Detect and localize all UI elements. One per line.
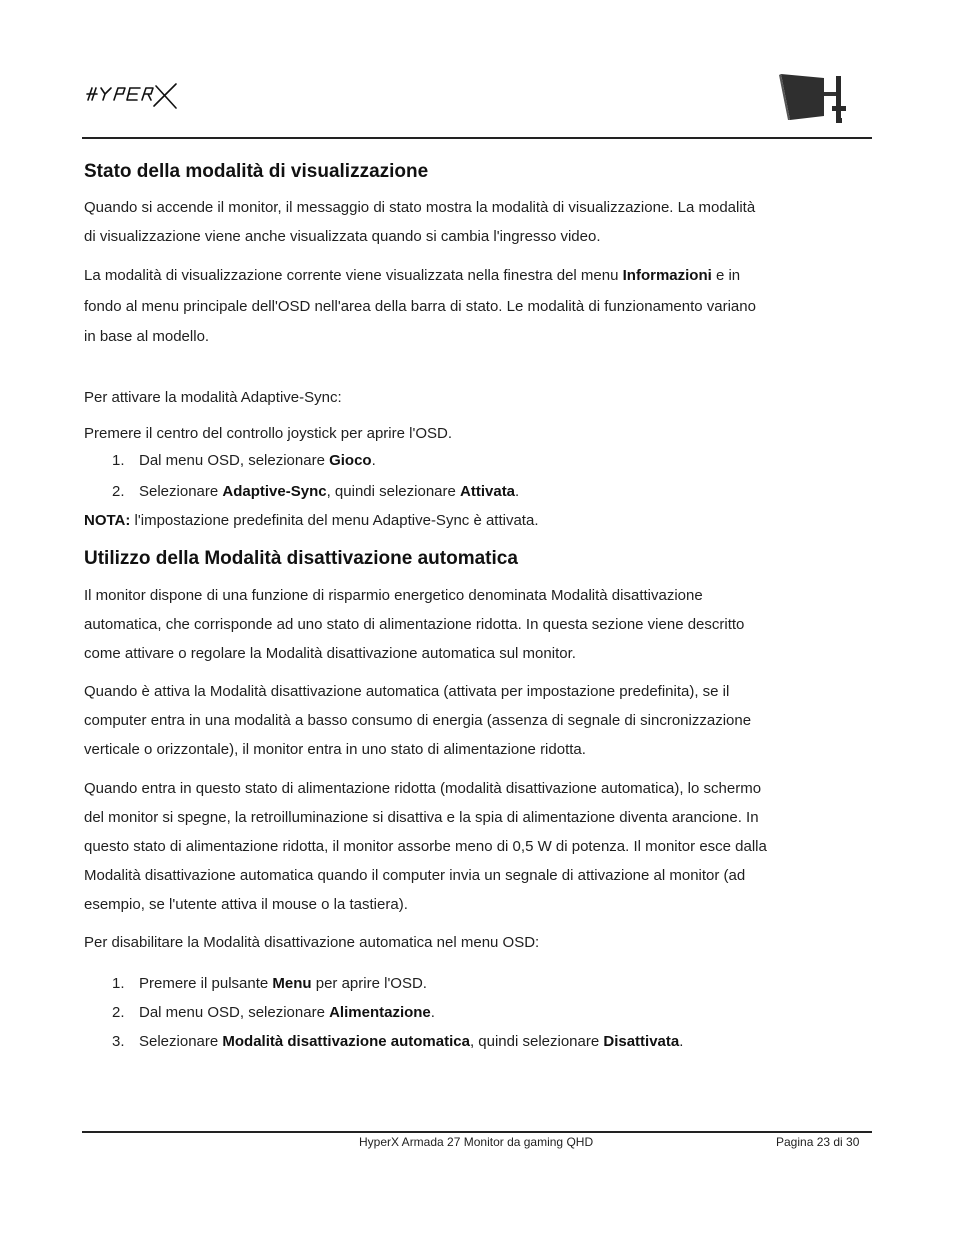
list-item: 3. Selezionare Modalità disattivazione automatica, quindi selezionare Disattivata.	[112, 1033, 684, 1050]
list-item: 1. Premere il pulsante Menu per aprire l'OSD.	[112, 975, 427, 992]
footer-rule	[82, 1131, 872, 1133]
paragraph: Quando si accende il monitor, il messaggio di stato mostra la modalità di visualizzazione. La modalità di visualizzazione viene anche visualizzata quando si cambia l'ingresso video.	[84, 199, 756, 245]
list-item: 1. Dal menu OSD, selezionare Gioco.	[112, 452, 376, 469]
paragraph: Il monitor dispone di una funzione di risparmio energetico denominata Modalità disattivazione automatica, che corrisponde ad uno stato di alimentazione ridotta. In questa sezione viene descritto come attivare o regolare la Modalità disattivazione automatica sul monitor.	[84, 587, 745, 662]
section-heading-auto-sleep: Utilizzo della Modalità disattivazione automatica	[84, 548, 518, 569]
paragraph: Quando entra in questo stato di alimentazione ridotta (modalità disattivazione automatica), lo schermo del monitor si spegne, la retroilluminazione si disattiva e la spia di alimentazione diventa arancione. In questo stato di alimentazione ridotta, il monitor assorbe meno di 0,5 W di potenza. Il monitor esce dalla Modalità disattivazione automatica quando il computer invia un segnale di attivazione al monitor (ad esempio, se l'utente attiva il mouse o la tastiera).	[84, 780, 767, 913]
paragraph-adaptive-intro: Per attivare la modalità Adaptive-Sync:	[84, 389, 342, 406]
footer-document-title: HyperX Armada 27 Monitor da gaming QHD	[359, 1135, 594, 1149]
footer-page-number: Pagina 23 di 30	[776, 1135, 860, 1149]
paragraph-osd-intro: Per disabilitare la Modalità disattivazione automatica nel menu OSD:	[84, 934, 540, 951]
list-item: 2. Dal menu OSD, selezionare Alimentazione.	[112, 1004, 435, 1021]
list-item: 2. Selezionare Adaptive-Sync, quindi selezionare Attivata.	[112, 483, 520, 500]
monitor-arm-icon	[778, 72, 852, 124]
paragraph: Quando è attiva la Modalità disattivazione automatica (attivata per impostazione predefinita), se il computer entra in una modalità a basso consumo di energia (assenza di segnale di sincronizzazione verticale o orizzontale), il monitor entra in uno stato di alimentazione ridotta.	[84, 683, 752, 758]
note: NOTA: l'impostazione predefinita del menu Adaptive-Sync è attivata.	[84, 512, 539, 529]
header-rule	[82, 137, 872, 139]
note-label: NOTA:	[84, 512, 131, 529]
hyperx-logo	[84, 80, 180, 112]
paragraph: La modalità di visualizzazione corrente viene visualizzata nella finestra del menu Informazioni e in fondo al menu principale dell'OSD nell'area della barra di stato. Le modalità di funzionamento variano in base al modello.	[84, 267, 756, 345]
paragraph-joystick: Premere il centro del controllo joystick per aprire l'OSD.	[84, 425, 452, 442]
menu-name-informazioni: Informazioni	[622, 267, 712, 284]
section-heading-display-mode: Stato della modalità di visualizzazione	[84, 161, 429, 182]
